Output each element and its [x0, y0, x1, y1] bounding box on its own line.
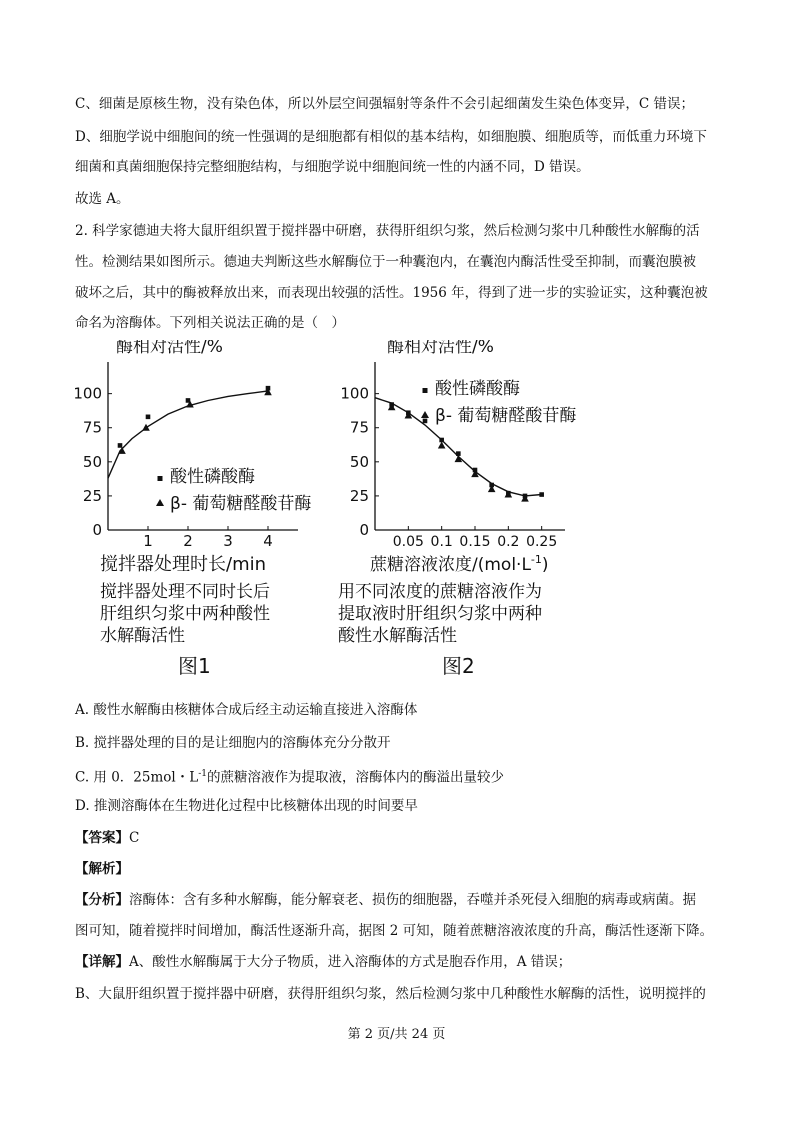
trend-curve — [108, 391, 268, 478]
text-line: 细菌和真菌细胞保持完整细胞结构，与细胞学说中细胞间统一性的内涵不同，D 错误。 — [75, 159, 590, 175]
x-axis-label: 蔗糖溶液浓度$/(mol\cdot L^{-1})$ — [370, 553, 549, 575]
analysis-line: 图可知，随着搅拌时间增加，酶活性逐渐升高，据图 2 可知，随着蔗糖溶液浓度的升高，酶活性逐渐下降。 — [75, 923, 714, 939]
legend-label: 酸性磷酸酶 — [170, 467, 255, 487]
y-tick-label: 0 — [359, 521, 369, 539]
x-tick-label: 0.1 — [430, 534, 453, 550]
question-stem: 性。检测结果如图所示。德迪夫判断这些水解酶位于一种囊泡内，在囊泡内酶活性受至抑制，而囊泡膜被 — [75, 254, 696, 270]
y-tick-label: 75 — [349, 418, 369, 437]
question-stem: 命名为溶酶体。下列相关说法正确的是（ ） — [75, 315, 345, 331]
question-stem: 破坏之后，其中的酶被释放出来，而表现出较强的活性。1956 年，得到了进一步的实验证实，这种囊泡被 — [75, 285, 708, 301]
x-axis-label: 搅拌器处理时长/min — [100, 554, 267, 575]
fenxi-text: 溶酶体：含有多种水解酶，能分解衰老、损伤的细胞器，吞噬并杀死侵入细胞的病毒或病菌。据 — [129, 892, 696, 908]
x-tick-label: 3 — [223, 532, 233, 550]
x-tick-label: 1 — [143, 532, 153, 550]
legend-marker-square — [423, 388, 428, 393]
data-point-phosphatase — [423, 419, 428, 424]
option-b: B. 搅拌器处理的目的是让细胞内的溶酶体充分分散开 — [75, 735, 391, 751]
text-line: D、细胞学说中细胞间的统一性强调的是细胞都有相似的基本结构，如细胞膜、细胞质等，而低重力环境下 — [75, 129, 707, 145]
option-d: D. 推测溶酶体在生物进化过程中比核糖体出现的时间要早 — [75, 798, 418, 814]
y-tick-label: 50 — [349, 452, 369, 471]
y-tick-label: 50 — [82, 452, 102, 471]
figure-title: 图2 — [442, 654, 475, 678]
answer-label: 【答案】 — [75, 830, 129, 846]
figure-caption: 提取液时肝组织匀浆中两种 — [338, 604, 542, 624]
figure-title: 图1 — [178, 654, 211, 678]
legend-marker-square — [158, 476, 163, 481]
figure-caption: 水解酶活性 — [100, 626, 185, 646]
text-line: C、细菌是原核生物，没有染色体，所以外层空间强辐射等条件不会引起细菌发生染色体变异，C 错误； — [75, 96, 694, 112]
answer-value: C — [129, 830, 140, 846]
analysis-line — [75, 890, 696, 910]
legend-marker-triangle — [421, 411, 429, 418]
x-tick-label: 0.05 — [392, 534, 424, 550]
y-tick-label: 25 — [349, 486, 369, 505]
legend-label: β- 葡萄糖醛酸苷酶 — [435, 406, 577, 426]
option-c-sup: -1 — [198, 769, 207, 779]
xiangjie-text: A、酸性水解酶属于大分子物质，进入溶酶体的方式是胞吞作用，A 错误； — [129, 954, 572, 970]
xiangjie-label: 【详解】 — [75, 954, 129, 970]
data-point-glucuronidase — [118, 447, 126, 454]
text-line: 故选 A。 — [75, 191, 130, 207]
data-point-phosphatase — [146, 415, 151, 420]
figure-caption: 肝组织匀浆中两种酸性 — [100, 604, 270, 624]
option-a: A. 酸性水解酶由核糖体合成后经主动运输直接进入溶酶体 — [75, 702, 418, 718]
x-tick-label: 4 — [263, 532, 273, 550]
question-stem: 2. 科学家德迪夫将大鼠肝组织置于搅拌器中研磨，获得肝组织匀浆，然后检测匀浆中几种酸性水解酶的活 — [75, 223, 700, 239]
answer-line — [75, 828, 139, 848]
figure-caption: 用不同浓度的蔗糖溶液作为 — [338, 582, 542, 602]
y-tick-label: 25 — [82, 486, 102, 505]
legend-marker-triangle — [156, 499, 164, 506]
y-tick-label: 100 — [73, 384, 102, 403]
figure-charts — [70, 340, 630, 680]
detail-line — [75, 952, 571, 972]
option-c-text2: 的蔗糖溶液作为提取液，溶酶体内的酶溢出量较少 — [206, 769, 504, 786]
figure-caption: 搅拌器处理不同时长后 — [100, 582, 270, 602]
figure-caption: 酸性水解酶活性 — [338, 626, 457, 646]
data-point-phosphatase — [539, 492, 544, 497]
fenxi-label: 【分析】 — [75, 892, 129, 908]
y-tick-label: 0 — [92, 521, 102, 539]
y-axis-label: 酶相对活性/% — [116, 340, 223, 357]
page-footer: 第 2 页/共 24 页 — [347, 1027, 446, 1042]
x-tick-label: 2 — [183, 532, 193, 550]
x-tick-label: 0.15 — [459, 534, 491, 550]
option-c — [75, 764, 504, 788]
data-point-glucuronidase — [142, 424, 150, 431]
data-point-glucuronidase — [488, 485, 496, 492]
data-point-glucuronidase — [505, 491, 513, 498]
legend-label: β- 葡萄糖醛酸苷酶 — [170, 494, 312, 514]
detail-line: B、大鼠肝组织置于搅拌器中研磨，获得肝组织匀浆，然后检测匀浆中几种酸性水解酶的活性，说明搅拌的 — [75, 986, 706, 1002]
x-tick-label: 0.25 — [526, 534, 558, 550]
y-tick-label: 75 — [82, 418, 102, 437]
analysis-label: 【解析】 — [75, 861, 129, 877]
y-tick-label: 100 — [340, 384, 369, 403]
figures — [70, 340, 630, 684]
data-point-phosphatase — [118, 443, 123, 448]
y-axis-label: 酶相对活性/% — [387, 340, 494, 357]
x-tick-label: 0.2 — [497, 534, 520, 550]
legend-label: 酸性磷酸酶 — [435, 379, 520, 399]
option-c-text: C. 用 0．25mol・L — [75, 769, 199, 786]
